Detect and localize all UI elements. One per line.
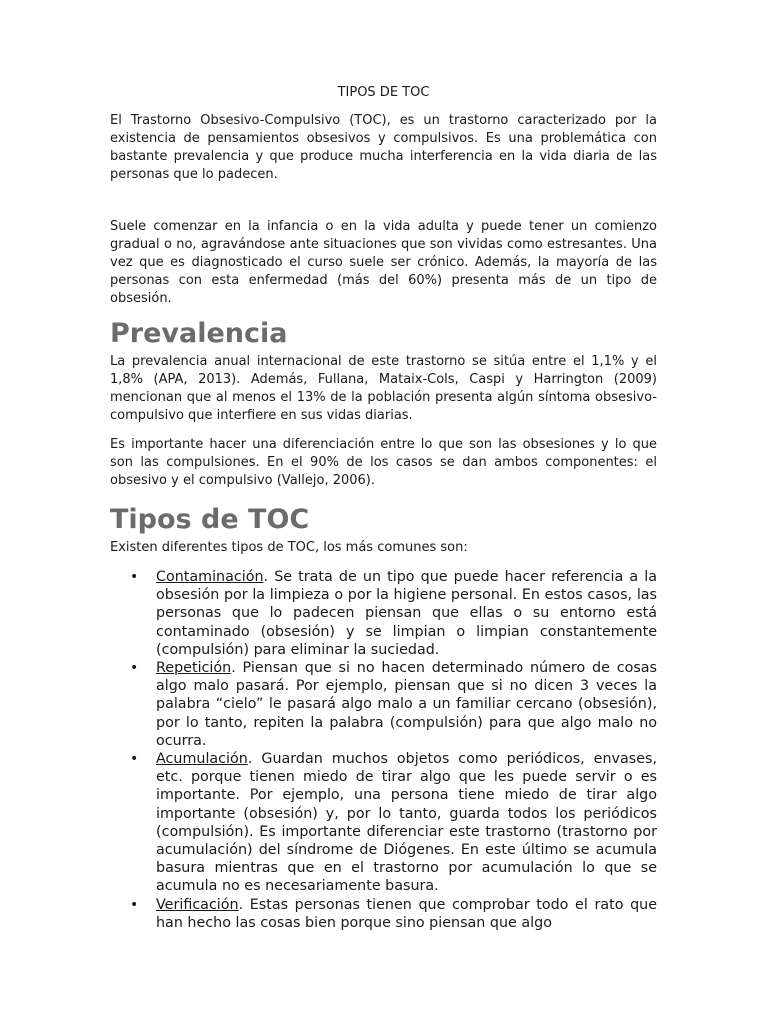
type-name: Contaminación: [156, 569, 264, 585]
type-description: . Se trata de un tipo que puede hacer referencia a la obsesión por la limpieza o por la higiene personal. En estos casos, las personas que lo padecen piensan que ellas o su entorno está contaminado (obsesión) y se limpian o limpian constantemente (compulsión) para eliminar la suciedad.: [156, 569, 657, 658]
prevalence-paragraph-2: Es importante hacer una diferenciación entre lo que son las obsesiones y lo que son las compulsiones. En el 90% de los casos se dan ambos componentes: el obsesivo y el compulsivo (Vallejo, 2006).: [110, 437, 657, 488]
intro-paragraph-2: Suele comenzar en la infancia o en la vida adulta y puede tener un comienzo gradual o no, agravándose ante situaciones que son vividas como estresantes. Una vez que es diagnosticado el curso suele ser crónico. Además, la mayoría de las personas con esta enfermedad (más del 60%) presenta más de un tipo de obsesión.: [110, 219, 657, 306]
list-item-acumulacion: [110, 750, 657, 896]
type-name: Acumulación: [156, 751, 248, 768]
types-heading: Tipos de TOC: [110, 504, 310, 535]
prevalence-paragraph-1: La prevalencia anual internacional de este trastorno se sitúa entre el 1,1% y el 1,8% (APA, 2013). Además, Fullana, Mataix-Cols, Caspi y Harrington (2009) mencionan que al menos el 13% de la población presenta algún síntoma obsesivo-compulsivo que interfiere en sus vidas diarias.: [110, 354, 657, 423]
bullet-icon: •: [130, 660, 139, 677]
type-description: . Estas personas tienen que comprobar todo el rato que han hecho las cosas bien porque sino piensan que algo: [156, 896, 657, 931]
types-intro: Existen diferentes tipos de TOC, los más comunes son:: [110, 540, 468, 555]
list-item-contaminacion: [110, 568, 657, 659]
bullet-icon: •: [130, 896, 139, 913]
bullet-icon: •: [130, 569, 139, 585]
type-description: . Piensan que si no hacen determinado número de cosas algo malo pasará. Por ejemplo, piensan que si no dicen 3 veces la palabra “cielo” le pasará algo malo a un familiar cercano (obsesión), por lo tanto, repiten la palabra (compulsión) para que algo malo no ocurra.: [156, 660, 657, 749]
list-item-verificacion: [110, 896, 657, 932]
type-name: Verificación: [156, 896, 239, 913]
list-item-repeticion: [110, 659, 657, 750]
document-title: TIPOS DE TOC: [337, 85, 430, 100]
type-description: . Guardan muchos objetos como periódicos, envases, etc. porque tienen miedo de tirar algo que les puede servir o es importante. Por ejemplo, una persona tiene miedo de tirar algo importante (obsesión) y, por lo tanto, guarda todos los periódicos (compulsión). Es importante diferenciar este trastorno (trastorno por acumulación) del síndrome de Diógenes. En este último se acumula basura mientras que en el trastorno por acumulación lo que se acumula no es necesariamente basura.: [156, 751, 657, 895]
intro-paragraph-1: El Trastorno Obsesivo-Compulsivo (TOC), es un trastorno caracterizado por la existencia de pensamientos obsesivos y compulsivos. Es una problemática con bastante prevalencia y que produce mucha interferencia en la vida diaria de las personas que lo padecen.: [110, 113, 657, 182]
types-list: [110, 568, 657, 932]
bullet-icon: •: [130, 751, 139, 768]
type-name: Repetición: [156, 660, 232, 677]
document-body: [110, 84, 657, 932]
prevalence-heading: Prevalencia: [110, 318, 288, 349]
